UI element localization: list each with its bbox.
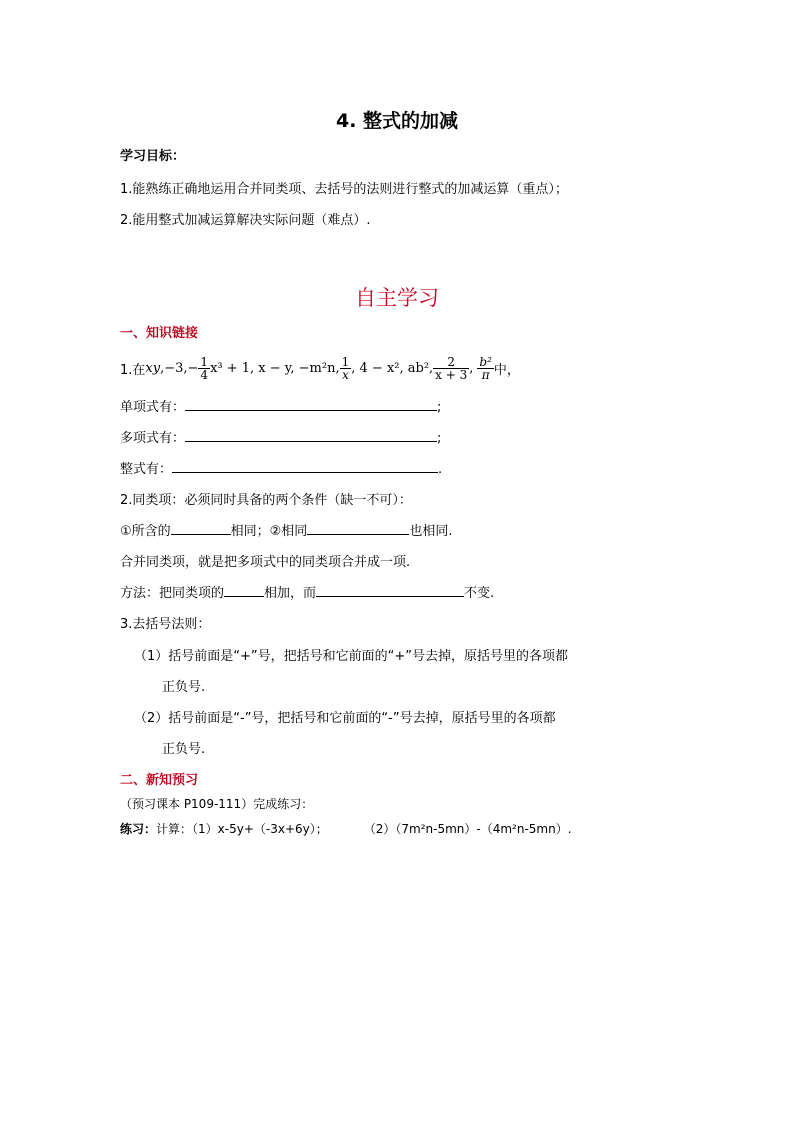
expr-xy: xy: [145, 360, 161, 376]
expr-x3: x³ + 1, x − y, −m²n,: [210, 360, 340, 376]
fraction-1-4-num: 1: [200, 354, 209, 369]
fraction-b2-pi-den: π: [481, 367, 490, 382]
practice-question-1: 计算：（1）x-5y+（-3x+6y）；: [156, 822, 328, 836]
monomial-row: [120, 396, 441, 415]
monomial-blank[interactable]: [185, 396, 437, 411]
rule1-line1: （1）括号前面是“+”号，把括号和它前面的“+”号去掉，原括号里的各项都: [134, 649, 568, 664]
method-part-a: 方法：把同类项的: [120, 586, 225, 601]
goals-heading: 学习目标：: [120, 149, 186, 164]
integral-row: [120, 458, 442, 477]
q2-blank-1[interactable]: [171, 520, 231, 535]
polynomial-end: ;: [437, 431, 442, 446]
expr-neg3: ,−3,−: [160, 360, 199, 376]
q2-part-c: 也相同.: [409, 524, 453, 539]
polynomial-row: [120, 427, 441, 446]
goal-item-2: 2.能用整式加减运算解决实际问题（难点）.: [120, 213, 371, 228]
integral-end: .: [438, 462, 443, 477]
fraction-b2-pi-num: b²: [479, 354, 492, 369]
goal-item-1: 1.能熟练正确地运用合并同类项、去括号的法则进行整式的加减运算（重点）；: [120, 182, 568, 197]
fraction-b2-pi: [477, 356, 494, 381]
q1-suffix: 中，: [493, 362, 520, 378]
rule2-line2: 正负号.: [162, 742, 206, 757]
method-part-b: 相加，而: [264, 586, 317, 601]
fraction-1-4-den: 4: [200, 367, 209, 382]
section-title: 自主学习: [355, 286, 439, 310]
polynomial-blank[interactable]: [185, 427, 437, 442]
monomial-end: ;: [437, 400, 442, 415]
method-blank-1[interactable]: [224, 582, 264, 597]
method-line: [120, 582, 494, 601]
q1-prefix: 1.在: [120, 362, 146, 378]
monomial-label: 单项式有：: [120, 400, 186, 415]
method-blank-2[interactable]: [316, 582, 464, 597]
q2-title: 2.同类项：必须同时具备的两个条件（缺一不可）：: [120, 493, 412, 508]
fraction-2-x3-den: x + 3: [435, 367, 468, 382]
practice-row: [120, 820, 572, 837]
fraction-1-x-num: 1: [341, 354, 350, 369]
practice-label: 练习：: [120, 822, 157, 836]
integral-label: 整式有：: [120, 462, 173, 477]
fraction-1-x: [340, 356, 352, 381]
q2-merge: 合并同类项，就是把多项式中的同类项合并成一项.: [120, 555, 411, 570]
page-title: 4. 整式的加减: [335, 110, 459, 132]
rule2-line1: （2）括号前面是“-”号，把括号和它前面的“-”号去掉，原括号里的各项都: [134, 711, 556, 726]
part2-heading: 二、新知预习: [120, 773, 199, 788]
part1-heading: 一、知识链接: [120, 326, 199, 341]
method-part-c: 不变.: [464, 586, 495, 601]
fraction-1-4: [198, 356, 210, 381]
expr-mid: , 4 − x², ab²,: [351, 360, 434, 376]
fraction-2-x3: [433, 356, 469, 381]
practice-question-2: （2）（7m²n-5mn）-（4m²n-5mn）.: [363, 822, 572, 836]
polynomial-label: 多项式有：: [120, 431, 186, 446]
q2-part-b: 相同；②相同: [230, 524, 308, 539]
expr-comma: ,: [469, 360, 474, 376]
q2-part-a: ①所含的: [120, 524, 171, 539]
integral-blank[interactable]: [172, 458, 438, 473]
q3-title: 3.去括号法则：: [120, 617, 211, 632]
fraction-2-x3-num: 2: [433, 356, 469, 369]
rule1-line2: 正负号.: [162, 680, 206, 695]
question-1: [120, 348, 520, 388]
q2-blank-2[interactable]: [307, 520, 409, 535]
preview-text: （预习课本 P109-111）完成练习：: [120, 797, 314, 811]
fraction-1-x-den: x: [342, 367, 349, 382]
q2-line: [120, 520, 452, 539]
